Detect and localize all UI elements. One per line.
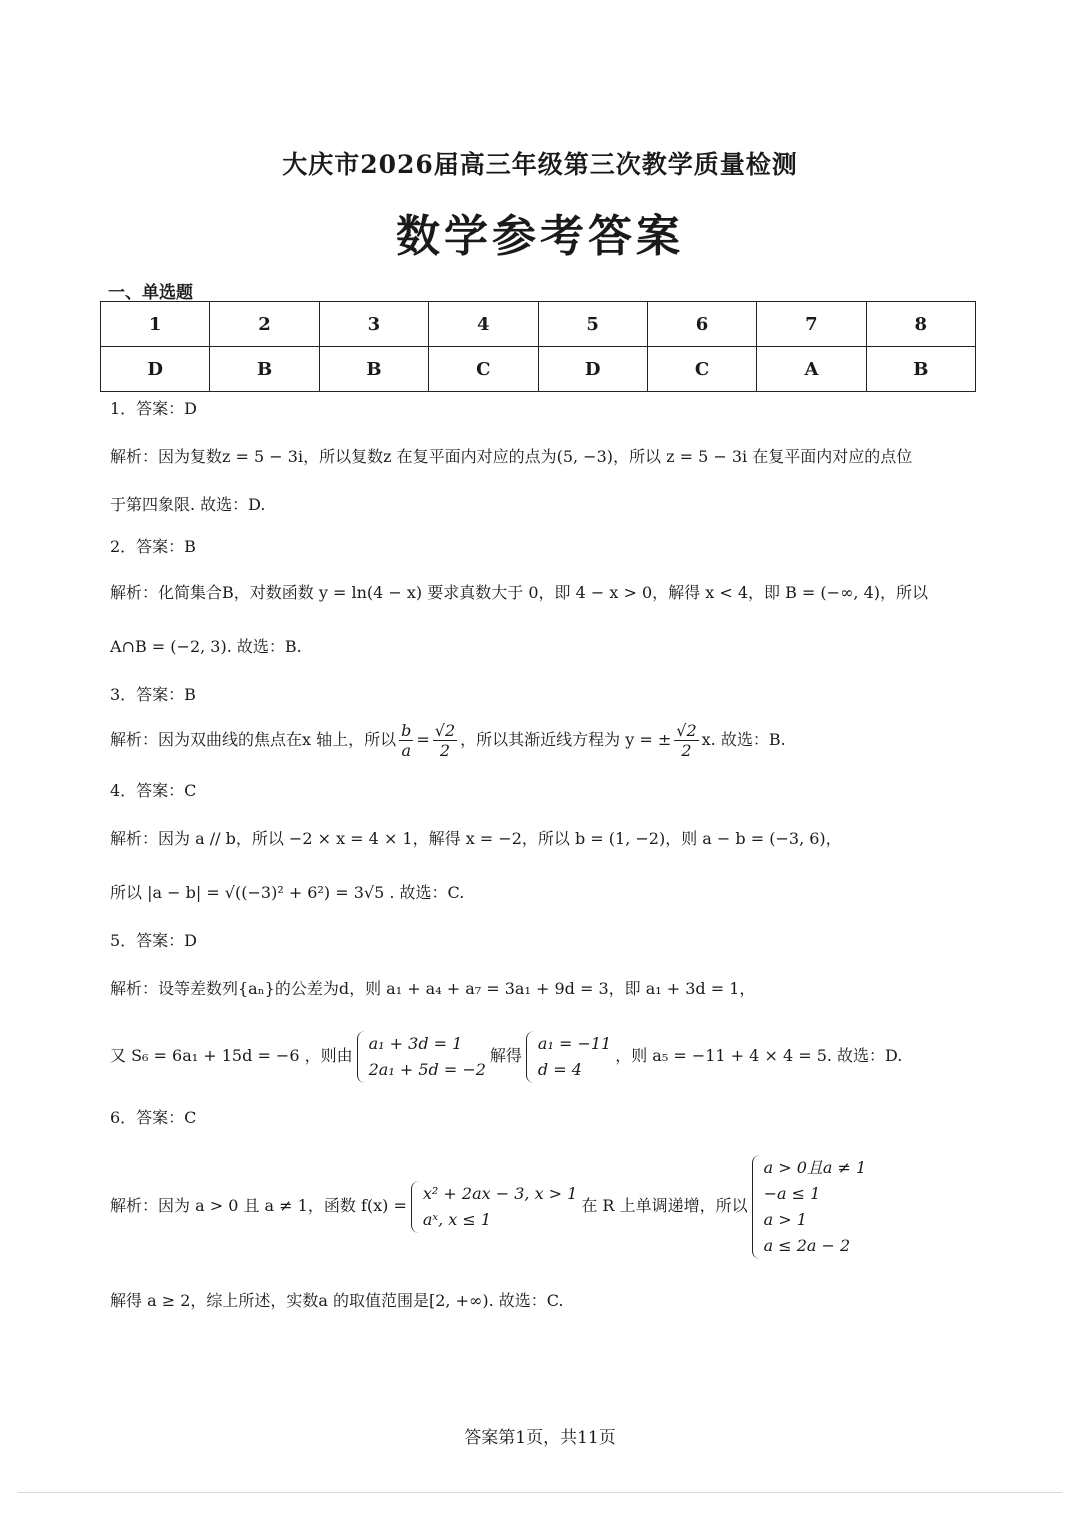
fraction-denominator: a	[401, 741, 412, 760]
fraction-numerator: √2	[434, 721, 456, 740]
q2-answer: 2．答案：B	[110, 537, 196, 556]
question-number: 7	[757, 302, 866, 347]
q3-fraction-b-over-a	[399, 721, 413, 760]
document-title: 数学参考答案	[396, 211, 684, 262]
q1-answer: 1．答案：D	[110, 399, 198, 418]
q6-solution-line1	[110, 1146, 870, 1266]
piece-row: aˣ, x ≤ 1	[422, 1209, 492, 1229]
piece-row: x² + 2ax − 3, x > 1	[422, 1183, 578, 1203]
brace-icon	[357, 1031, 366, 1083]
condition-row: a > 1	[763, 1209, 807, 1229]
q4-solution-line1: 解析：因为 a // b，所以 −2 × x = 4 × 1，解得 x = −2，所以 b = (1, −2)，则 a − b = (−3, 6)，	[110, 829, 842, 848]
question-number: 1	[101, 302, 210, 347]
page-footer: 答案第1页，共11页	[464, 1428, 616, 1448]
system-row: 2a₁ + 5d = −2	[368, 1059, 486, 1079]
brace-icon	[411, 1181, 420, 1233]
answer-table-number-row	[101, 302, 976, 347]
brace-icon	[526, 1031, 535, 1083]
q5-suffix: ，则 a₅ = −11 + 4 × 4 = 5. 故选：D.	[615, 1046, 903, 1065]
q5-solution-line2	[110, 1028, 902, 1084]
answer-letter: B	[866, 347, 975, 392]
answer-table-answer-row	[101, 347, 976, 392]
answer-letter: B	[210, 347, 319, 392]
answer-letter: B	[319, 347, 428, 392]
answer-letter: D	[538, 347, 647, 392]
condition-row: a > 0且a ≠ 1	[763, 1157, 867, 1177]
q3-prefix: 解析：因为双曲线的焦点在x 轴上，所以	[110, 730, 397, 749]
question-number: 5	[538, 302, 647, 347]
fraction-numerator: b	[401, 721, 412, 740]
q5-solution-line1: 解析：设等差数列{aₙ}的公差为d，则 a₁ + a₄ + a₇ = 3a₁ + 9d = 3，即 a₁ + 3d = 1，	[110, 979, 756, 998]
q6-answer: 6．答案：C	[110, 1108, 197, 1127]
q3-answer: 3．答案：B	[110, 685, 196, 704]
q4-solution-line2: 所以 |a − b| = √((−3)² + 6²) = 3√5 . 故选：C.	[110, 883, 465, 902]
section-title: 一、单选题	[108, 283, 193, 303]
exam-title: 大庆市2026届高三年级第三次教学质量检测	[282, 150, 798, 179]
q3-middle: ，所以其渐近线方程为 y = ±	[460, 730, 672, 749]
answer-table	[100, 301, 976, 392]
q3-fraction-root2-over-2	[433, 721, 457, 760]
q3-solution: 解析：因为双曲线的焦点在x 轴上，所以 $\frac{b}{a}$ = $\frac{√2}{2}$ ，所以其渐近线方程为 y = ± $\frac{√2}{2}$ x. 故选：B.	[110, 721, 786, 760]
q5-equation-system	[357, 1031, 486, 1083]
q2-solution-line2: A∩B = (−2, 3). 故选：B.	[110, 637, 302, 656]
fraction-denominator: 2	[681, 741, 692, 760]
q6-condition-system	[752, 1155, 867, 1259]
system-row: a₁ + 3d = 1	[368, 1033, 463, 1053]
question-number: 2	[210, 302, 319, 347]
question-number: 8	[866, 302, 975, 347]
q5-prefix: 又 S₆ = 6a₁ + 15d = −6 ，则由	[110, 1046, 353, 1065]
fraction-numerator: √2	[676, 721, 697, 740]
q2-solution-line1: 解析：化简集合B，对数函数 y = ln(4 − x) 要求真数大于 0，即 4 − x > 0，解得 x < 4，即 B = (−∞, 4)，所以	[110, 583, 928, 602]
q5-solution-system	[526, 1031, 611, 1083]
answer-letter: C	[429, 347, 538, 392]
q1-solution-line1: 解析：因为复数z = 5 − 3i，所以复数z 在复平面内对应的点为(5, −3)，所以 z = 5 − 3i 在复平面内对应的点位	[110, 447, 913, 466]
question-number: 4	[429, 302, 538, 347]
question-number: 3	[319, 302, 428, 347]
q5-mid: 解得	[489, 1046, 522, 1065]
condition-row: −a ≤ 1	[763, 1183, 821, 1203]
condition-row: a ≤ 2a − 2	[763, 1235, 851, 1255]
q6-piecewise-function	[411, 1181, 577, 1233]
system-row: a₁ = −11	[537, 1033, 612, 1053]
q6-prefix: 解析：因为 a > 0 且 a ≠ 1，函数 f(x) =	[110, 1196, 407, 1215]
q3-suffix: x. 故选：B.	[701, 730, 786, 749]
bottom-divider	[18, 1492, 1062, 1493]
q4-answer: 4．答案：C	[110, 781, 197, 800]
answer-letter: D	[101, 347, 210, 392]
q1-solution-line2: 于第四象限. 故选：D.	[110, 495, 266, 514]
brace-icon	[752, 1155, 761, 1259]
q5-answer: 5．答案：D	[110, 931, 198, 950]
answer-letter: A	[757, 347, 866, 392]
question-number: 6	[647, 302, 756, 347]
answer-letter: C	[647, 347, 756, 392]
fraction-denominator: 2	[439, 741, 451, 760]
q3-fraction-slope	[674, 721, 698, 760]
q6-conclusion: 解得 a ≥ 2，综上所述，实数a 的取值范围是[2, +∞). 故选：C.	[110, 1291, 564, 1310]
q6-mid: 在 R 上单调递增，所以	[581, 1196, 748, 1215]
system-row: d = 4	[537, 1059, 582, 1079]
